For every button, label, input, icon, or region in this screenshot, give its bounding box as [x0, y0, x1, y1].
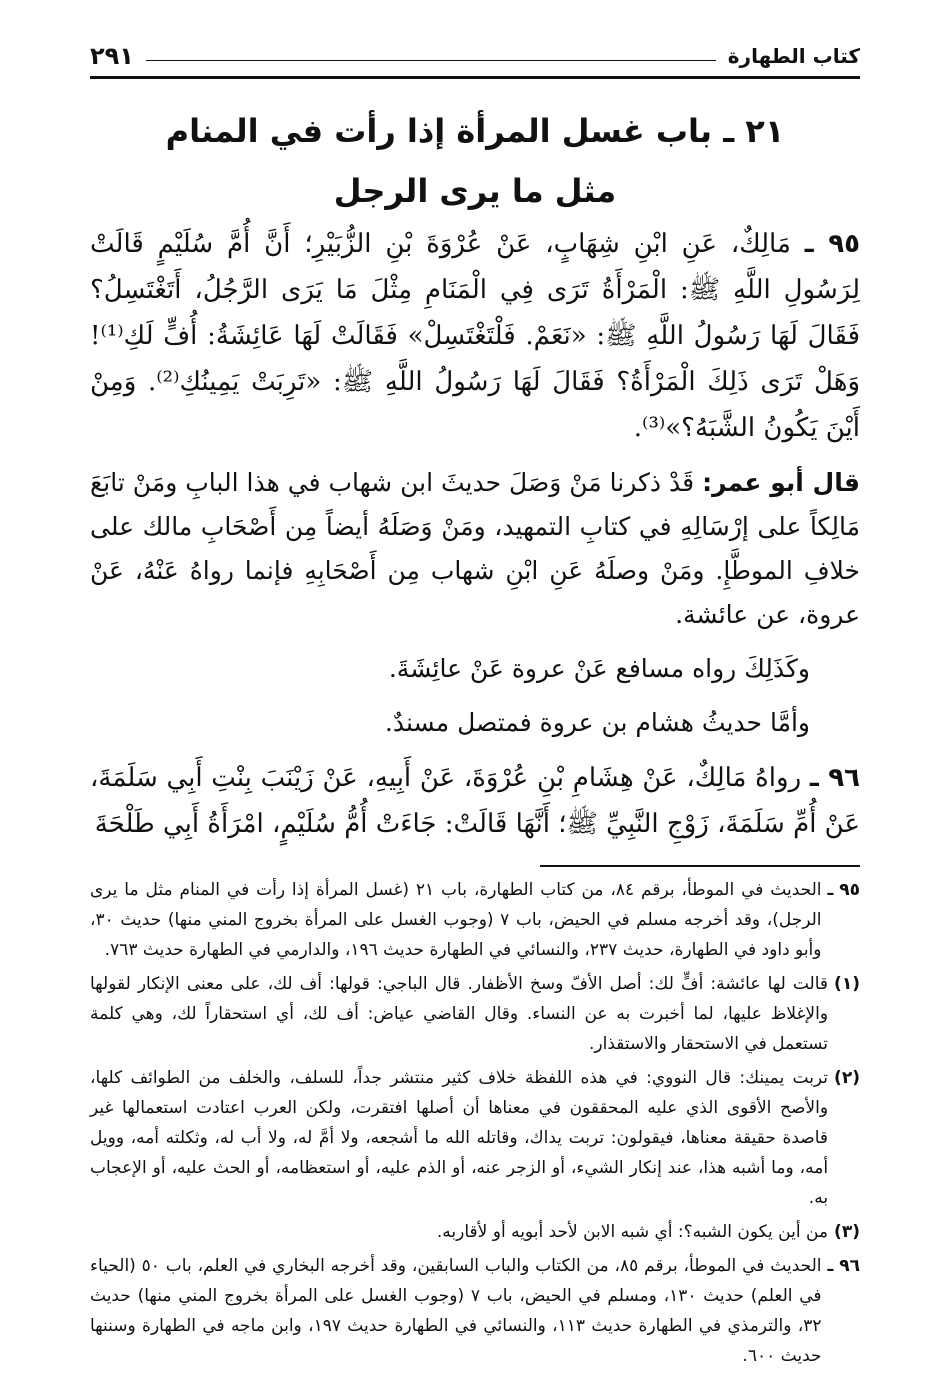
- footnote: [90, 875, 860, 965]
- footnote-text: قالت لها عائشة: أفٍّ لك: أصل الأفّ وسخ الأظفار. قال الباجي: قولها: أف لك، على معنى الإنكار لقولها والإغلاظ عليها، لما أخبرت به عن النساء. وقال القاضي عياض: أف لك، أي استحقاراً لك، وهي كلمة تستعمل في الاستحقار والاستقذار.: [90, 974, 829, 1054]
- footnote-text: الحديث في الموطأ، برقم ٨٤، من كتاب الطهارة، باب ٢١ (غسل المرأة إذا رأت في المنام مثل ما يرى الرجل)، وقد أخرجه مسلم في الحيض، باب ٧ (وجوب الغسل على المرأة بخروج المني منها) حديث ٣٠، وأبو داود في الطهارة، حديث ٢٣٧، والنسائي في الطهارة حديث ١٩٦، والدارمي في الطهارة حديث ٧٦٣.: [90, 880, 822, 960]
- chapter-subtitle: مثل ما يرى الرجل: [333, 172, 617, 210]
- footnote-label: (١): [834, 974, 860, 994]
- footnote: [90, 969, 860, 1059]
- commentary-line: وأمَّا حديثُ هشام بن عروة فمتصل مسندٌ.: [384, 708, 810, 737]
- footnote: [90, 1063, 860, 1213]
- hadith-number: ٩٥ ـ: [804, 229, 861, 259]
- footnote-text: من أين يكون الشبه؟: أي شبه الابن لأحد أبويه أو لأقاربه.: [436, 1222, 829, 1242]
- page-number: ٢٩١: [90, 42, 134, 70]
- footnote: [90, 1217, 860, 1247]
- commentary-text: قَدْ ذكرنا مَنْ وَصَلَ حديثَ ابن شهاب في هذا البابِ ومَنْ تابَعَ مَالِكاً على إرْسَالِهِ في كتابِ التمهيد، ومَنْ وَصَلَهُ أيضاً مِن أَصْحَابِ مالك على خلافِ الموطَّإِ. ومَنْ وصلَهُ عَنِ ابْنِ شهاب مِن أَصْحَابِهِ فإنما رواهُ عَنْهُ، عَنْ عروة، عن عائشة.: [90, 468, 860, 629]
- chapter-title: ٢١ ـ باب غسل المرأة إذا رأت في المنام: [165, 112, 785, 150]
- commentary-line: وكَذَلِكَ رواه مسافع عَنْ عروة عَنْ عائِشَةَ.: [388, 654, 810, 683]
- commentary-lead: قال أبو عمر:: [702, 468, 861, 497]
- footnote-separator: [540, 865, 860, 867]
- footnote-text: الحديث في الموطأ، برقم ٨٥، من الكتاب والباب السابقين، وقد أخرجه البخاري في العلم، باب ٥٠ (الحياء في العلم) حديث ١٣٠، ومسلم في الحيض، باب ٧ (وجوب الغسل على المرأة بخروج المني منها) حديث ٣٢، والترمذي في الطهارة حديث ١١٣، والنسائي في الطهارة حديث ١٩٧، وابن ماجه في الطهارة وسننها حديث ٦٠٠.: [90, 1256, 822, 1366]
- hadith-text: مَالِكٌ، عَنِ ابْنِ شِهَابٍ، عَنْ عُرْوَةَ بْنِ الزُّبَيْرِ؛ أَنَّ أُمَّ سُلَيْمٍ قَالَتْ لِرَسُولِ اللَّهِ ﷺ: الْمَرْأَةُ تَرَى فِي الْمَنَامِ مِثْلَ مَا يَرَى الرَّجُلُ، أَتَغْتَسِلُ؟ فَقَالَ لَهَا رَسُولُ اللَّهِ ﷺ: «نَعَمْ. فَلْتَغْتَسِلْ» فَقَالَتْ لَهَا عَائِشَةُ: أُفٍّ لَكِ⁽¹⁾! وَهَلْ تَرَى ذَلِكَ الْمَرْأَةُ؟ فَقَالَ لَهَا رَسُولُ اللَّهِ ﷺ: «تَرِبَتْ يَمِينُكِ⁽²⁾. وَمِنْ أَيْنَ يَكُونُ الشَّبَهُ؟»⁽³⁾.: [90, 229, 860, 443]
- footnote-label: ٩٦ ـ: [827, 1256, 860, 1276]
- footnote-label: ٩٥ ـ: [827, 880, 860, 900]
- footnote-text: تربت يمينك: قال النووي: في هذه اللفظة خلاف كثير منتشر جداً، للسلف، والخلف من الطوائف كلها، والأصح الأقوى الذي عليه المحققون في معناها أن أصلها افتقرت، ولكن العرب اعتادت استعمالها غير قاصدة حقيقة معناها، فيقولون: تربت يداك، وقاتله الله ما أشجعه، ولا أمَّ له، ولا أب له، وثكلته أمه، وويل أمه، وما أشبه هذا، عند إنكار الشيء، أو الزجر عنه، أو الذم عليه، أو استعظامه، أو الحث عليه، أو الإعجاب به.: [90, 1068, 829, 1208]
- footnote-label: (٢): [834, 1068, 860, 1088]
- commentary-paragraph: [90, 461, 860, 637]
- footnote: [90, 1251, 860, 1371]
- book-title: كتاب الطهارة: [727, 44, 860, 68]
- hadith-96: [90, 755, 860, 847]
- hadith-number: ٩٦ ـ: [809, 763, 860, 793]
- running-header: [90, 36, 860, 79]
- hadith-95: [90, 221, 860, 451]
- hadith-text: رواهُ مَالِكٌ، عَنْ هِشَامِ بْنِ عُرْوَةَ، عَنْ أَبِيهِ، عَنْ زَيْنَبَ بِنْتِ أَبِي سَلَمَةَ، عَنْ أُمِّ سَلَمَةَ، زَوْجِ النَّبِيِّ ﷺ؛ أَنَّهَا قَالَتْ: جَاءَتْ أُمُّ سُلَيْمٍ، امْرَأَةُ أَبِي طَلْحَةَ: [90, 763, 860, 839]
- footnote-label: (٣): [834, 1222, 860, 1242]
- header-rule: [146, 60, 716, 61]
- book-page: [90, 36, 860, 1375]
